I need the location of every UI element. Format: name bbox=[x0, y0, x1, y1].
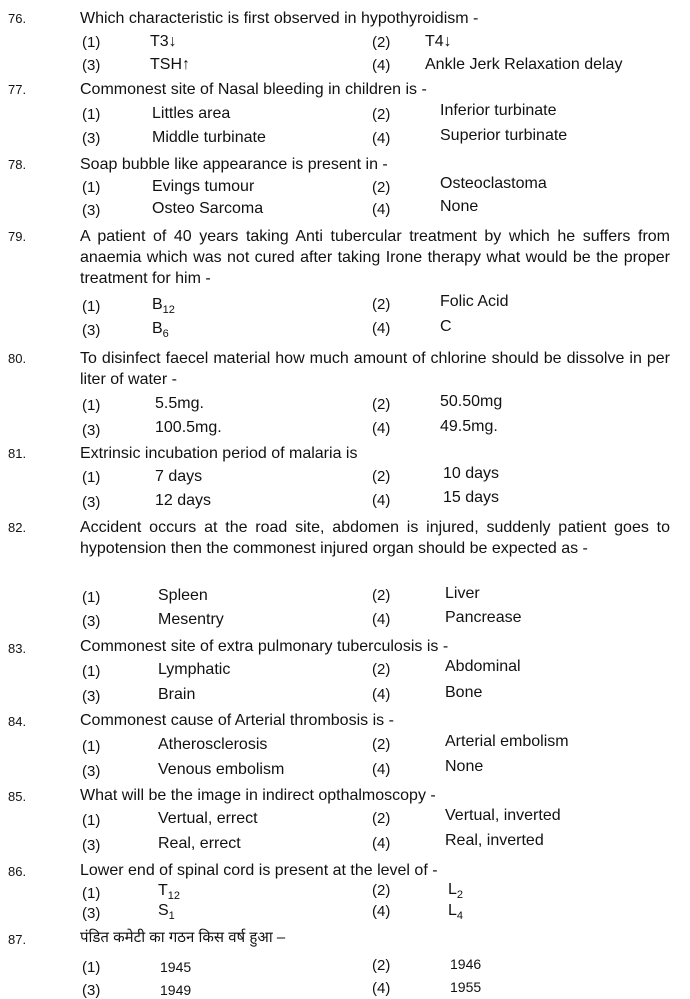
question-stem: Accident occurs at the road site, abdomen is injured, suddenly patient goes to hypotension then the commonest injured organ should be expected as - bbox=[80, 519, 670, 557]
option-number: (1) bbox=[82, 106, 101, 123]
option-text: Inferior turbinate bbox=[440, 102, 557, 119]
option-text: 1945 bbox=[160, 959, 192, 975]
option-text: Mesentry bbox=[158, 611, 224, 628]
option-text: $S_1$ bbox=[158, 902, 175, 923]
option-text: Real, inverted bbox=[445, 832, 544, 849]
option-text: 1946 bbox=[450, 956, 482, 972]
option-number: (2) bbox=[372, 106, 391, 123]
option-text: 12 days bbox=[155, 492, 212, 509]
option-text: 100.5mg. bbox=[155, 419, 222, 436]
option-number: (3) bbox=[82, 57, 101, 74]
option-text: $B_{12}$ bbox=[152, 296, 175, 317]
question-stem: Soap bubble like appearance is present in - bbox=[80, 156, 388, 173]
option-text: Vertual, errect bbox=[158, 810, 258, 827]
option-text: None bbox=[440, 198, 479, 215]
option-number: (2) bbox=[372, 661, 391, 678]
option-text: Bone bbox=[445, 684, 483, 701]
option-number: (4) bbox=[372, 320, 391, 337]
option-number: (4) bbox=[372, 980, 391, 997]
option-number: (4) bbox=[372, 761, 391, 778]
option-number: (3) bbox=[82, 905, 101, 922]
option-number: (3) bbox=[82, 422, 101, 439]
option-text: $B_6$ bbox=[152, 320, 169, 341]
option-text: Real, errect bbox=[158, 835, 241, 852]
option-text: Middle turbinate bbox=[152, 129, 266, 146]
option-text: 1955 bbox=[450, 979, 482, 995]
option-number: (1) bbox=[82, 738, 101, 755]
option-text: T3↓ bbox=[150, 33, 177, 50]
option-number: (4) bbox=[372, 611, 391, 628]
option-number: (2) bbox=[372, 810, 391, 827]
option-text: Vertual, inverted bbox=[445, 807, 561, 824]
option-text: Osteo Sarcoma bbox=[152, 200, 264, 217]
option-number: (3) bbox=[82, 202, 101, 219]
option-text: None bbox=[445, 758, 484, 775]
option-text: 1949 bbox=[160, 982, 192, 998]
option-number: (4) bbox=[372, 57, 391, 74]
option-number: (1) bbox=[82, 885, 101, 902]
option-text: Spleen bbox=[158, 587, 208, 604]
question-number: 87. bbox=[8, 932, 27, 947]
question-stem: Commonest site of extra pulmonary tuberculosis is - bbox=[80, 638, 449, 655]
option-text: Abdominal bbox=[445, 658, 521, 675]
option-text: Superior turbinate bbox=[440, 127, 568, 144]
option-number: (1) bbox=[82, 959, 101, 976]
option-text: Osteoclastoma bbox=[440, 175, 547, 192]
option-text: Pancrease bbox=[445, 609, 522, 626]
option-text: Brain bbox=[158, 686, 196, 703]
option-number: (4) bbox=[372, 420, 391, 437]
option-text: Lymphatic bbox=[158, 661, 231, 678]
option-number: (4) bbox=[372, 492, 391, 509]
question-number: 78. bbox=[8, 157, 27, 172]
option-text: TSH↑ bbox=[150, 56, 190, 73]
option-text: 50.50mg bbox=[440, 393, 503, 410]
option-number: (1) bbox=[82, 298, 101, 315]
option-number: (3) bbox=[82, 322, 101, 339]
option-number: (2) bbox=[372, 736, 391, 753]
question-stem: To disinfect faecel material how much amount of chlorine should be dissolve in per liter of water - bbox=[80, 350, 670, 388]
question-number: 82. bbox=[8, 520, 27, 535]
question-stem: Commonest cause of Arterial thrombosis is - bbox=[80, 712, 394, 729]
option-number: (2) bbox=[372, 882, 391, 899]
option-number: (2) bbox=[372, 468, 391, 485]
option-number: (1) bbox=[82, 34, 101, 51]
option-text: 15 days bbox=[443, 489, 500, 506]
option-text: $T_{12}$ bbox=[158, 882, 181, 903]
option-number: (1) bbox=[82, 663, 101, 680]
question-stem: पंडित कमेटी का गठन किस वर्ष हुआ – bbox=[80, 929, 286, 946]
question-number: 86. bbox=[8, 864, 27, 879]
question-number: 77. bbox=[8, 82, 27, 97]
option-text: $L_4$ bbox=[448, 902, 464, 923]
question-stem: Lower end of spinal cord is present at the level of - bbox=[80, 862, 438, 879]
option-text: Liver bbox=[445, 585, 480, 602]
option-text: Evings tumour bbox=[152, 178, 255, 195]
question-number: 76. bbox=[8, 11, 27, 26]
option-number: (4) bbox=[372, 835, 391, 852]
option-text: Atherosclerosis bbox=[158, 736, 268, 753]
question-stem: A patient of 40 years taking Anti tubercular treatment by which he suffers from anaemia which was not cured after taking Irone therapy what would be the proper treatment for him - bbox=[80, 228, 670, 287]
question-number: 80. bbox=[8, 351, 27, 366]
option-number: (2) bbox=[372, 34, 391, 51]
question-stem: What will be the image in indirect opthalmoscopy - bbox=[80, 787, 436, 804]
option-number: (3) bbox=[82, 688, 101, 705]
option-number: (2) bbox=[372, 587, 391, 604]
question-stem: Extrinsic incubation period of malaria is bbox=[80, 445, 358, 462]
option-text: Venous embolism bbox=[158, 761, 285, 778]
question-number: 83. bbox=[8, 641, 27, 656]
option-text: Littles area bbox=[152, 105, 231, 122]
option-number: (4) bbox=[372, 903, 391, 920]
question-stem: Commonest site of Nasal bleeding in children is - bbox=[80, 81, 427, 98]
option-number: (3) bbox=[82, 837, 101, 854]
option-number: (3) bbox=[82, 130, 101, 147]
option-number: (1) bbox=[82, 812, 101, 829]
question-number: 85. bbox=[8, 789, 27, 804]
option-number: (3) bbox=[82, 763, 101, 780]
option-text: T4↓ bbox=[425, 33, 452, 50]
option-text: $L_2$ bbox=[448, 881, 464, 902]
option-number: (1) bbox=[82, 589, 101, 606]
option-number: (3) bbox=[82, 982, 101, 999]
option-number: (4) bbox=[372, 201, 391, 218]
question-number: 84. bbox=[8, 714, 27, 729]
option-text: 7 days bbox=[155, 468, 203, 485]
option-number: (4) bbox=[372, 130, 391, 147]
option-text: 49.5mg. bbox=[440, 418, 498, 435]
option-number: (2) bbox=[372, 296, 391, 313]
option-number: (2) bbox=[372, 957, 391, 974]
option-number: (1) bbox=[82, 469, 101, 486]
option-text: Ankle Jerk Relaxation delay bbox=[425, 56, 623, 73]
option-number: (3) bbox=[82, 613, 101, 630]
option-number: (4) bbox=[372, 686, 391, 703]
option-text: C bbox=[440, 318, 452, 335]
option-number: (3) bbox=[82, 494, 101, 511]
question-number: 81. bbox=[8, 446, 27, 461]
option-number: (1) bbox=[82, 397, 101, 414]
option-number: (2) bbox=[372, 179, 391, 196]
option-text: Folic Acid bbox=[440, 293, 509, 310]
question-number: 79. bbox=[8, 229, 27, 244]
option-number: (2) bbox=[372, 396, 391, 413]
option-text: Arterial embolism bbox=[445, 733, 569, 750]
option-text: 5.5mg. bbox=[155, 395, 204, 412]
option-number: (1) bbox=[82, 179, 101, 196]
option-text: 10 days bbox=[443, 465, 500, 482]
question-stem: Which characteristic is first observed in hypothyroidism - bbox=[80, 10, 479, 27]
